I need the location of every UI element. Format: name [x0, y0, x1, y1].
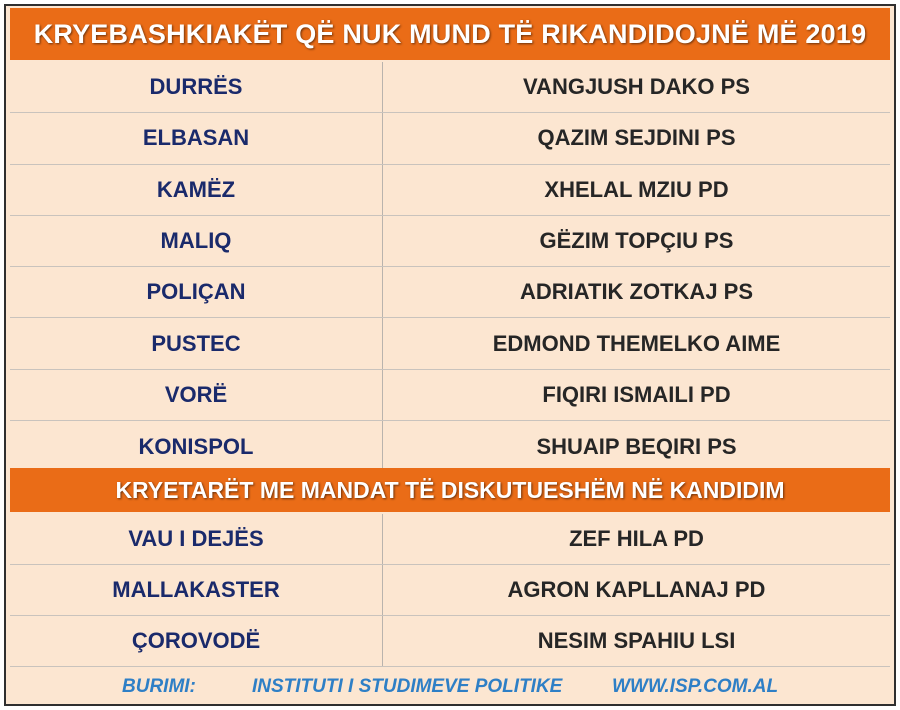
table-row	[10, 216, 890, 267]
table-row	[10, 113, 890, 164]
mayor-cell: SHUAIP BEQIRI PS	[536, 433, 737, 459]
mayor-cell: XHELAL MZIU PD	[544, 176, 729, 202]
table-row	[10, 165, 890, 216]
title-text: KRYEBASHKIAKËT QË NUK MUND TË RIKANDIDOJNË MË 2019	[33, 18, 867, 49]
source-url: WWW.ISP.COM.AL	[612, 676, 779, 697]
mayor-cell: EDMOND THEMELKO AIME	[492, 330, 781, 356]
title-banner	[10, 8, 890, 60]
municipality-cell: DURRËS	[10, 62, 383, 112]
section2-table	[10, 514, 890, 667]
table-row	[10, 514, 890, 565]
table-row	[10, 62, 890, 113]
mayor-cell: VANGJUSH DAKO PS	[523, 74, 750, 100]
section2-title: KRYETARËT ME MANDAT TË DISKUTUESHËM NË KANDIDIM	[115, 476, 785, 503]
mayor-cell: GËZIM TOPÇIU PS	[539, 228, 734, 254]
municipality-cell: VORË	[10, 370, 383, 420]
table-row	[10, 616, 890, 667]
table-row	[10, 318, 890, 369]
municipality-cell: ÇOROVODË	[10, 616, 383, 666]
source-label: BURIMI:	[122, 676, 196, 697]
mayor-cell: FIQIRI ISMAILI PD	[542, 381, 731, 407]
section1-table	[10, 62, 890, 472]
municipality-cell: POLIÇAN	[10, 267, 383, 317]
mayor-cell: QAZIM SEJDINI PS	[537, 125, 736, 151]
municipality-cell: MALIQ	[10, 216, 383, 266]
municipality-cell: VAU I DEJËS	[10, 514, 383, 564]
mayor-cell: ZEF HILA PD	[569, 526, 704, 551]
mayor-cell: AGRON KAPLLANAJ PD	[507, 577, 766, 602]
municipality-cell: ELBASAN	[10, 113, 383, 163]
municipality-cell: KONISPOL	[10, 421, 383, 472]
table-row	[10, 267, 890, 318]
table-panel	[4, 4, 896, 706]
table-row	[10, 565, 890, 616]
source-name: INSTITUTI I STUDIMEVE POLITIKE	[252, 676, 563, 697]
mayor-cell: ADRIATIK ZOTKAJ PS	[519, 279, 754, 305]
source-footer	[10, 670, 890, 704]
municipality-cell: MALLAKASTER	[10, 565, 383, 615]
municipality-cell: KAMËZ	[10, 165, 383, 215]
municipality-cell: PUSTEC	[10, 318, 383, 368]
table-row	[10, 370, 890, 421]
section2-banner	[10, 468, 890, 512]
table-row	[10, 421, 890, 472]
mayor-cell: NESIM SPAHIU LSI	[537, 628, 736, 653]
